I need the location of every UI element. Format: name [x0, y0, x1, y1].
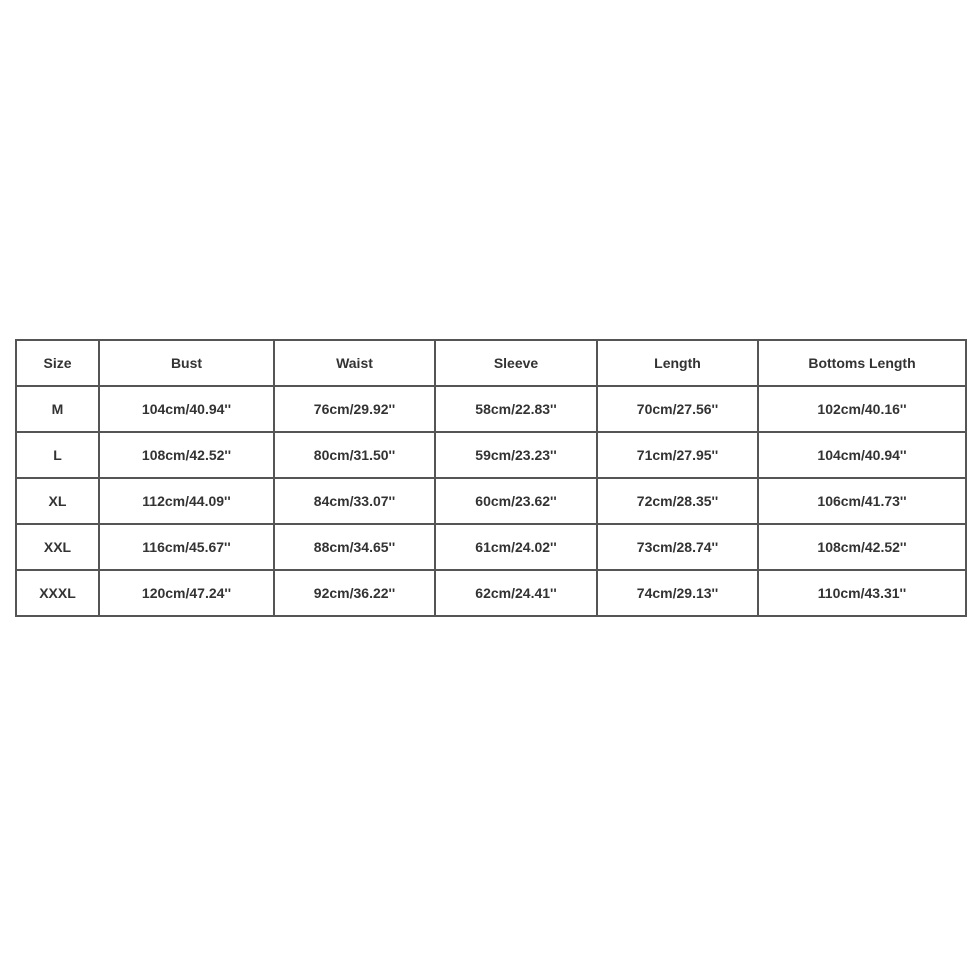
length-cell: 73cm/28.74'' — [597, 524, 758, 570]
header-bust: Bust — [99, 340, 274, 386]
bust-cell: 116cm/45.67'' — [99, 524, 274, 570]
length-cell: 74cm/29.13'' — [597, 570, 758, 616]
sleeve-cell: 60cm/23.62'' — [435, 478, 597, 524]
waist-cell: 88cm/34.65'' — [274, 524, 435, 570]
sleeve-cell: 62cm/24.41'' — [435, 570, 597, 616]
table-row — [16, 432, 966, 478]
table-body — [16, 386, 966, 616]
bust-cell: 108cm/42.52'' — [99, 432, 274, 478]
sleeve-cell: 58cm/22.83'' — [435, 386, 597, 432]
size-cell: XXXL — [16, 570, 99, 616]
sleeve-cell: 59cm/23.23'' — [435, 432, 597, 478]
header-bottoms-length: Bottoms Length — [758, 340, 966, 386]
waist-cell: 84cm/33.07'' — [274, 478, 435, 524]
size-cell: XL — [16, 478, 99, 524]
bottoms-length-cell: 104cm/40.94'' — [758, 432, 966, 478]
header-row — [16, 340, 966, 386]
table-row — [16, 570, 966, 616]
bottoms-length-cell: 108cm/42.52'' — [758, 524, 966, 570]
table-row — [16, 478, 966, 524]
waist-cell: 76cm/29.92'' — [274, 386, 435, 432]
bottoms-length-cell: 106cm/41.73'' — [758, 478, 966, 524]
size-cell: M — [16, 386, 99, 432]
bust-cell: 104cm/40.94'' — [99, 386, 274, 432]
bottoms-length-cell: 110cm/43.31'' — [758, 570, 966, 616]
bust-cell: 120cm/47.24'' — [99, 570, 274, 616]
table-header — [16, 340, 966, 386]
size-cell: L — [16, 432, 99, 478]
table-row — [16, 386, 966, 432]
size-cell: XXL — [16, 524, 99, 570]
bust-cell: 112cm/44.09'' — [99, 478, 274, 524]
length-cell: 72cm/28.35'' — [597, 478, 758, 524]
length-cell: 70cm/27.56'' — [597, 386, 758, 432]
waist-cell: 92cm/36.22'' — [274, 570, 435, 616]
sleeve-cell: 61cm/24.02'' — [435, 524, 597, 570]
table-row — [16, 524, 966, 570]
bottoms-length-cell: 102cm/40.16'' — [758, 386, 966, 432]
header-sleeve: Sleeve — [435, 340, 597, 386]
size-chart-table — [15, 339, 967, 617]
header-length: Length — [597, 340, 758, 386]
header-size: Size — [16, 340, 99, 386]
length-cell: 71cm/27.95'' — [597, 432, 758, 478]
header-waist: Waist — [274, 340, 435, 386]
waist-cell: 80cm/31.50'' — [274, 432, 435, 478]
